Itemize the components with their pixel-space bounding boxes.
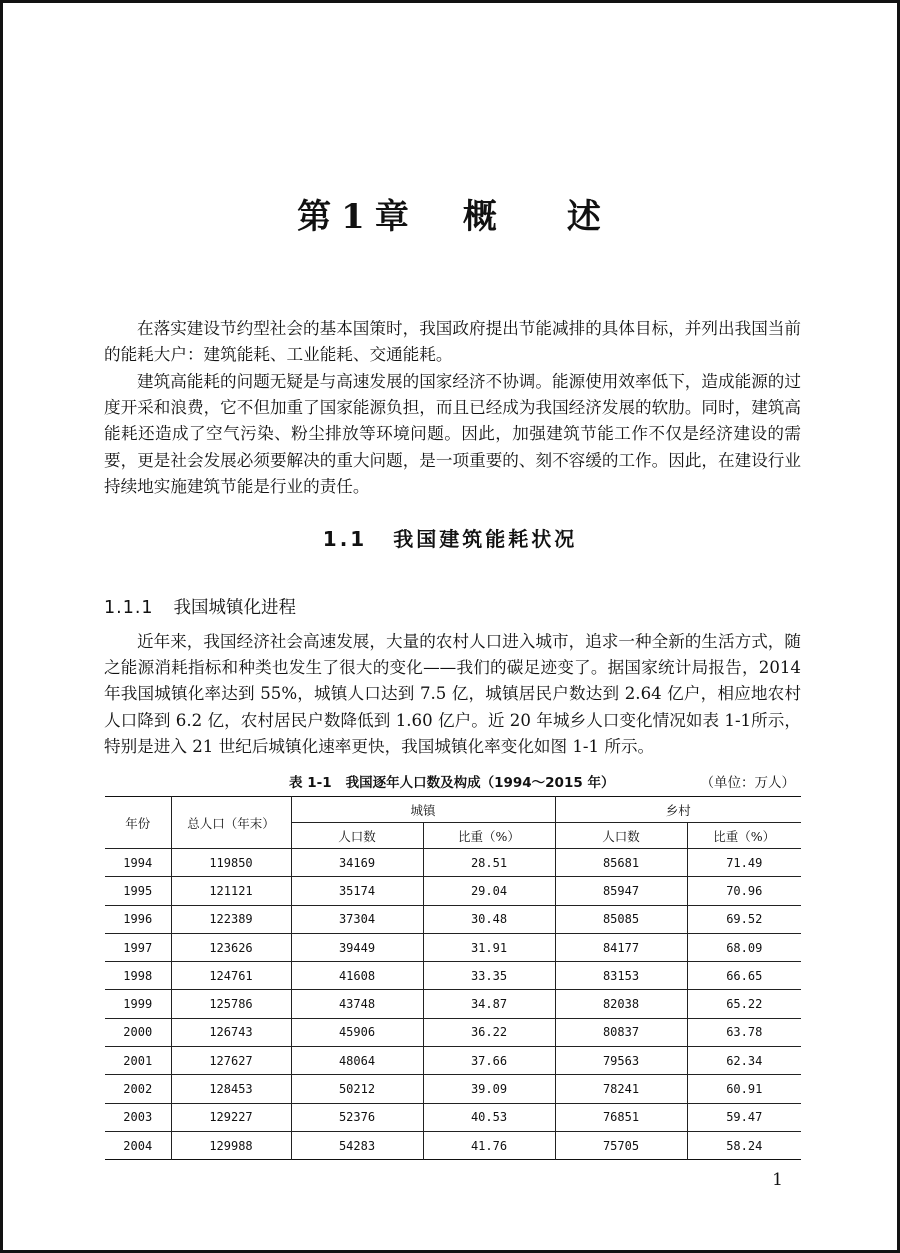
cell-rural-count: 85085 xyxy=(555,905,687,933)
cell-total: 122389 xyxy=(171,905,291,933)
header-rural-count: 人口数 xyxy=(555,823,687,849)
cell-urban-count: 52376 xyxy=(291,1103,423,1131)
cell-total: 124761 xyxy=(171,962,291,990)
table-caption-number: 表 1-1 xyxy=(289,775,332,791)
cell-year: 1998 xyxy=(105,962,171,990)
subsection-number: 1.1.1 xyxy=(104,598,154,618)
subsection-heading xyxy=(104,594,296,619)
header-rural: 乡村 xyxy=(555,797,801,823)
cell-rural-ratio: 71.49 xyxy=(687,849,801,877)
cell-urban-count: 45906 xyxy=(291,1018,423,1046)
cell-rural-ratio: 70.96 xyxy=(687,877,801,905)
subsection-title-text: 我国城镇化进程 xyxy=(173,598,297,618)
cell-urban-ratio: 37.66 xyxy=(423,1047,555,1075)
header-urban: 城镇 xyxy=(291,797,555,823)
table-row xyxy=(105,849,801,877)
cell-rural-count: 83153 xyxy=(555,962,687,990)
cell-urban-count: 35174 xyxy=(291,877,423,905)
cell-year: 2000 xyxy=(105,1018,171,1046)
table-row xyxy=(105,962,801,990)
table-row xyxy=(105,990,801,1018)
cell-rural-count: 79563 xyxy=(555,1047,687,1075)
table-unit: （单位：万人） xyxy=(700,775,795,791)
cell-total: 127627 xyxy=(171,1047,291,1075)
cell-urban-count: 37304 xyxy=(291,905,423,933)
table-row xyxy=(105,933,801,961)
header-urban-ratio: 比重（%） xyxy=(423,823,555,849)
cell-year: 1999 xyxy=(105,990,171,1018)
cell-year: 2002 xyxy=(105,1075,171,1103)
cell-year: 1996 xyxy=(105,905,171,933)
table-row xyxy=(105,905,801,933)
cell-rural-ratio: 59.47 xyxy=(687,1103,801,1131)
intro-paragraph-1: 在落实建设节约型社会的基本国策时，我国政府提出节能减排的具体目标，并列出我国当前的能耗大户：建筑能耗、工业能耗、交通能耗。 xyxy=(104,319,801,365)
cell-urban-count: 54283 xyxy=(291,1131,423,1159)
cell-rural-count: 76851 xyxy=(555,1103,687,1131)
cell-rural-ratio: 69.52 xyxy=(687,905,801,933)
cell-urban-ratio: 31.91 xyxy=(423,933,555,961)
cell-rural-count: 82038 xyxy=(555,990,687,1018)
cell-year: 1997 xyxy=(105,933,171,961)
cell-rural-ratio: 63.78 xyxy=(687,1018,801,1046)
cell-urban-count: 34169 xyxy=(291,849,423,877)
cell-rural-ratio: 58.24 xyxy=(687,1131,801,1159)
chapter-title xyxy=(3,189,897,238)
cell-year: 2003 xyxy=(105,1103,171,1131)
cell-urban-count: 41608 xyxy=(291,962,423,990)
cell-rural-ratio: 62.34 xyxy=(687,1047,801,1075)
cell-rural-count: 84177 xyxy=(555,933,687,961)
header-total: 总人口（年末） xyxy=(171,797,291,849)
cell-total: 123626 xyxy=(171,933,291,961)
section-title-text: 我国建筑能耗状况 xyxy=(393,527,578,551)
cell-urban-ratio: 29.04 xyxy=(423,877,555,905)
body-paragraph: 近年来，我国经济社会高速发展，大量的农村人口进入城市，追求一种全新的生活方式，随之能源消耗指标和种类也发生了很大的变化——我们的碳足迹变了。据国家统计局报告，2014 年我国城镇化率达到 55%，城镇人口达到 7.5 亿，城镇居民户数达到 2.64 亿户，相应地农村人口降到 6.2 亿，农村居民户数降低到 1.60 亿户。近 20 年城乡人口变化情况如表 1-1所示，特别是进入 21 世纪后城镇化速率更快，我国城镇化率变化如图 1-1 所示。 xyxy=(104,632,801,756)
cell-total: 129227 xyxy=(171,1103,291,1131)
header-urban-count: 人口数 xyxy=(291,823,423,849)
cell-urban-count: 39449 xyxy=(291,933,423,961)
cell-total: 119850 xyxy=(171,849,291,877)
chapter-number: 1 xyxy=(341,197,367,237)
section-number: 1.1 xyxy=(322,527,368,551)
cell-urban-ratio: 41.76 xyxy=(423,1131,555,1159)
cell-rural-ratio: 66.65 xyxy=(687,962,801,990)
table-row xyxy=(105,877,801,905)
header-rural-ratio: 比重（%） xyxy=(687,823,801,849)
chapter-title-part2: 述 xyxy=(566,197,603,237)
cell-rural-ratio: 68.09 xyxy=(687,933,801,961)
table-row xyxy=(105,1047,801,1075)
cell-urban-ratio: 36.22 xyxy=(423,1018,555,1046)
table-row xyxy=(105,1075,801,1103)
table-caption xyxy=(289,771,614,791)
table-row xyxy=(105,1103,801,1131)
chapter-suffix: 章 xyxy=(374,197,411,237)
cell-year: 2004 xyxy=(105,1131,171,1159)
cell-urban-ratio: 34.87 xyxy=(423,990,555,1018)
cell-rural-ratio: 65.22 xyxy=(687,990,801,1018)
cell-total: 128453 xyxy=(171,1075,291,1103)
section-heading xyxy=(3,523,897,552)
cell-urban-ratio: 40.53 xyxy=(423,1103,555,1131)
header-year: 年份 xyxy=(105,797,171,849)
cell-year: 1994 xyxy=(105,849,171,877)
cell-rural-count: 75705 xyxy=(555,1131,687,1159)
intro-paragraph-2: 建筑高能耗的问题无疑是与高速发展的国家经济不协调。能源使用效率低下，造成能源的过度开采和浪费，它不但加重了国家能源负担，而且已经成为我国经济发展的软肋。同时，建筑高能耗还造成了空气污染、粉尘排放等环境问题。因此，加强建筑节能工作不仅是经济建设的需要，更是社会发展必须要解决的重大问题，是一项重要的、刻不容缓的工作。因此，在建设行业持续地实施建筑节能是行业的责任。 xyxy=(104,372,801,496)
cell-rural-count: 78241 xyxy=(555,1075,687,1103)
cell-urban-ratio: 33.35 xyxy=(423,962,555,990)
cell-urban-ratio: 39.09 xyxy=(423,1075,555,1103)
cell-urban-ratio: 30.48 xyxy=(423,905,555,933)
population-table xyxy=(105,796,801,1160)
cell-urban-ratio: 28.51 xyxy=(423,849,555,877)
cell-total: 125786 xyxy=(171,990,291,1018)
cell-total: 121121 xyxy=(171,877,291,905)
table-row xyxy=(105,1018,801,1046)
cell-year: 2001 xyxy=(105,1047,171,1075)
chapter-title-part1: 概 xyxy=(462,197,499,237)
cell-rural-count: 85947 xyxy=(555,877,687,905)
cell-total: 126743 xyxy=(171,1018,291,1046)
cell-urban-count: 48064 xyxy=(291,1047,423,1075)
cell-urban-count: 43748 xyxy=(291,990,423,1018)
table-caption-title: 我国逐年人口数及构成（1994～2015 年） xyxy=(345,775,615,791)
chapter-prefix: 第 xyxy=(297,197,334,237)
cell-rural-count: 80837 xyxy=(555,1018,687,1046)
cell-rural-ratio: 60.91 xyxy=(687,1075,801,1103)
table-row xyxy=(105,1131,801,1159)
page-number: 1 xyxy=(772,1170,783,1190)
cell-urban-count: 50212 xyxy=(291,1075,423,1103)
cell-rural-count: 85681 xyxy=(555,849,687,877)
cell-year: 1995 xyxy=(105,877,171,905)
cell-total: 129988 xyxy=(171,1131,291,1159)
